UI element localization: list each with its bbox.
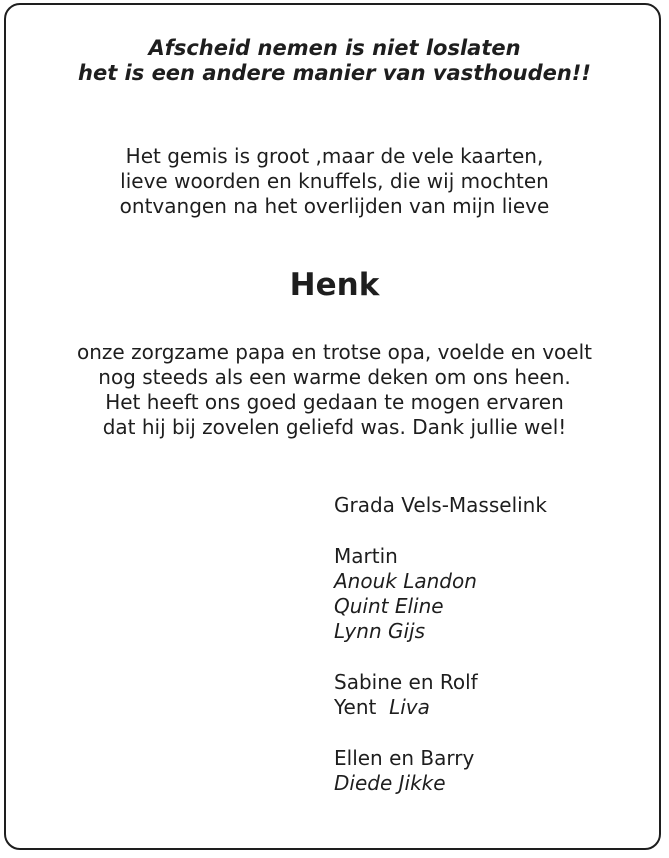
family3-children: Diede Jikke	[334, 771, 446, 795]
intro-line-3: ontvangen na het overlijden van mijn lieve	[119, 194, 550, 218]
family2-children	[334, 695, 547, 720]
family1-parent: Martin	[334, 544, 398, 568]
family1-children-3: Lynn Gijs	[334, 619, 426, 643]
family1-children-1: Anouk Landon	[334, 569, 477, 593]
signers	[334, 493, 547, 796]
body-text	[0, 340, 669, 440]
motto-line-2: het is een andere manier van vasthouden!!	[78, 61, 591, 85]
body-line-3: Het heeft ons goed gedaan te mogen ervaren	[105, 390, 564, 414]
intro-line-1: Het gemis is groot ,maar de vele kaarten,	[125, 144, 544, 168]
body-line-1: onze zorgzame papa en trotse opa, voelde en voelt	[77, 340, 592, 364]
family3-parents: Ellen en Barry	[334, 746, 475, 770]
family2-child-2: Liva	[389, 695, 430, 719]
intro-text	[0, 144, 669, 219]
body-line-4: dat hij bij zovelen geliefd was. Dank jullie wel!	[102, 415, 567, 439]
family2-parents: Sabine en Rolf	[334, 670, 478, 694]
family2-child-1: Yent	[334, 695, 377, 719]
body-line-2: nog steeds als een warme deken om ons heen.	[98, 365, 571, 389]
family1-children-2: Quint Eline	[334, 594, 444, 618]
deceased-name: Henk	[289, 267, 380, 303]
intro-line-2: lieve woorden en knuffels, die wij mochten	[120, 169, 549, 193]
motto	[0, 36, 669, 86]
motto-line-1: Afscheid nemen is niet loslaten	[148, 36, 521, 60]
signer-widow: Grada Vels-Masselink	[334, 493, 547, 517]
